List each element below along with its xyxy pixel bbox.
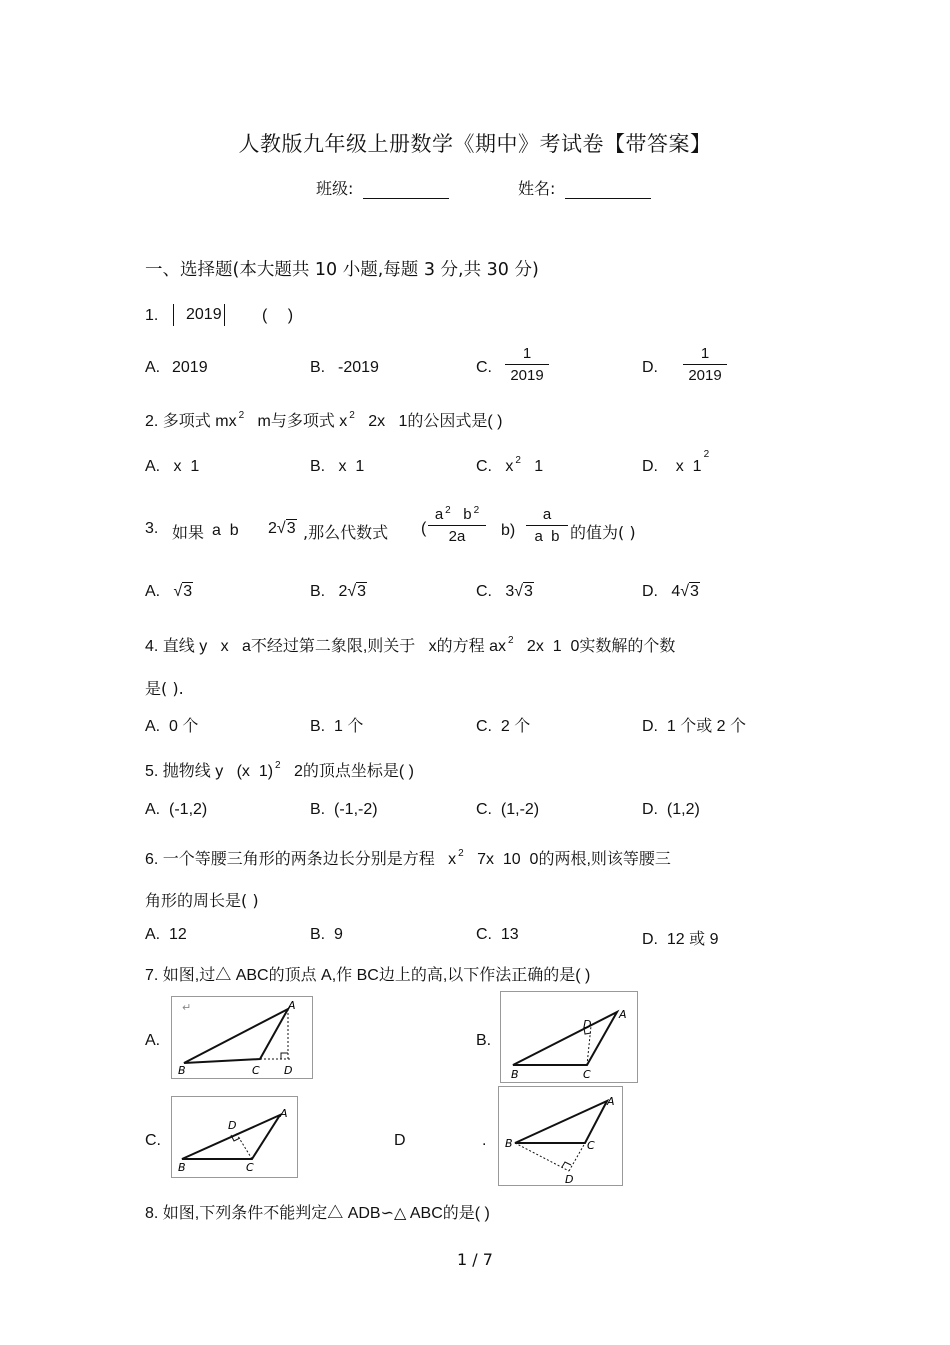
q7-number: 7. (145, 967, 159, 984)
q7-text: 如图,过△ ABC的顶点 A,作 BC边上的高,以下作法正确的是( ) (162, 967, 591, 984)
fraction-bar (505, 364, 549, 365)
q5-eq: y (x 1) (215, 763, 274, 780)
q5-number: 5. (145, 763, 159, 780)
q2-opt-c-one: 1 (534, 458, 544, 475)
fraction-bar (526, 525, 568, 526)
q5-text1: 抛物线 (162, 763, 211, 780)
q2-opt-d-value: x 1 (675, 458, 702, 475)
q2-text2: 与多项式 (270, 413, 335, 430)
page-title: 人教版九年级上册数学《期中》考试卷【带答案】 (238, 132, 712, 156)
triangle-figure-d (499, 1087, 622, 1185)
q7-line (145, 962, 590, 985)
page-number: 1 / 7 (457, 1250, 493, 1269)
q3-opt-b-coef: 2 (338, 583, 348, 600)
q4-line1 (145, 633, 675, 656)
q6-opt-d-value: 12 或 9 (666, 931, 719, 948)
label-d: D (284, 1064, 293, 1077)
q6-opt-c (476, 926, 519, 944)
q4-text1: 直线 (162, 638, 195, 655)
q6-number: 6. (145, 851, 159, 868)
q4-exp: 2 (508, 635, 514, 646)
q3-opt-b (310, 583, 367, 601)
q7-figure-c (171, 1096, 298, 1178)
q2-opt-b (310, 458, 364, 476)
q3-opt-c-radicand: 3 (524, 583, 533, 600)
q4-opt-c-value: 2 个 (500, 718, 531, 735)
q6-line1 (145, 846, 671, 869)
q3-opt-d (642, 583, 700, 601)
q3-opt-a-label: A. (145, 583, 161, 600)
q6-opt-d-label: D. (642, 931, 658, 948)
q3-fraction1 (428, 506, 486, 545)
q3-number: 3. (145, 520, 159, 537)
q5-opt-b-label: B. (310, 801, 326, 818)
q3-b-close: b) (501, 522, 516, 539)
label-b: B (178, 1161, 186, 1174)
q2-opt-b-label: B. (310, 458, 326, 475)
q3-radicand: 3 (286, 520, 296, 537)
fraction-bar (428, 525, 486, 526)
q8-text: 如图,下列条件不能判定△ ADB∽△ ABC的是( ) (162, 1205, 490, 1222)
q6-text1: 一个等腰三角形的两条边长分别是方程 (162, 851, 435, 868)
triangle-figure-c (172, 1097, 297, 1177)
q5-exp: 2 (275, 760, 281, 771)
q3-f2-numerator: a (542, 506, 552, 523)
q4-opt-b (310, 713, 363, 736)
q4-ax: ax (489, 638, 507, 655)
q1-opt-a-label: A. (145, 359, 161, 376)
label-a: A (280, 1107, 288, 1120)
label-c: C (583, 1068, 591, 1081)
q3-text3: 的值为( ) (570, 523, 636, 542)
q6-x: x (448, 851, 457, 868)
q3-f1-numerator (428, 506, 486, 523)
q6-opt-a-value: 12 (169, 926, 187, 943)
q3-f1-exp2: 2 (473, 505, 480, 516)
name-label: 姓名: (518, 179, 556, 198)
q4-opt-a-value: 0 个 (169, 718, 199, 735)
q4-opt-c (476, 713, 530, 736)
q4-rest: 2x 1 0 (526, 638, 580, 655)
q2-opt-a (145, 458, 199, 476)
class-field (316, 176, 449, 199)
q6-exp: 2 (458, 848, 464, 859)
q6-opt-a-label: A. (145, 926, 161, 943)
q5-opt-c-value: (1,-2) (500, 801, 540, 818)
q2-opt-c-label: C. (476, 458, 492, 475)
label-a: A (619, 1008, 627, 1021)
q1-abs-expr: 2019 (173, 304, 225, 326)
q3-rhs (268, 520, 297, 538)
q2-exp2: 2 (349, 410, 355, 421)
q5-opt-d-value: (1,2) (666, 801, 700, 818)
q2-text3: 的公因式是( ) (407, 413, 503, 430)
q7-opt-b-label: B. (476, 1032, 492, 1049)
q6-text2: 的两根,则该等腰三 (538, 851, 671, 868)
q1-number: 1. (145, 307, 159, 324)
label-b: B (511, 1068, 519, 1081)
q3-coef: 2 (268, 520, 277, 537)
name-blank[interactable] (565, 184, 651, 199)
q4-opt-c-label: C. (476, 718, 492, 735)
label-c: C (252, 1064, 260, 1077)
label-b: B (505, 1137, 513, 1150)
q7-figure-d (498, 1086, 623, 1186)
q3-opt-a-radicand: 3 (183, 583, 193, 600)
q2-opt-d-exp: 2 (703, 449, 710, 460)
q1-opt-b-value: -2019 (338, 359, 379, 376)
return-mark: ↵ (182, 1001, 192, 1014)
q3-opt-d-label: D. (642, 583, 658, 600)
q5-opt-a-label: A. (145, 801, 161, 818)
q3-opt-d-sqrt: √3 (680, 583, 699, 600)
q5-opt-b-value: (-1,-2) (334, 801, 378, 818)
q4-opt-d (642, 713, 746, 736)
q4-line-eq: y x a (199, 638, 251, 655)
q5-two: 2 (293, 763, 303, 780)
q1-opt-d-fraction (683, 345, 727, 384)
q8-line (145, 1200, 490, 1223)
q4-text2: 不经过第二象限,则关于 (250, 638, 416, 655)
q3-f2-denominator: a b (534, 528, 560, 545)
q5-line (145, 758, 414, 781)
q3-opt-b-label: B. (310, 583, 326, 600)
label-c: C (587, 1139, 595, 1152)
q3-opt-b-sqrt: √3 (347, 583, 367, 600)
label-d: D (583, 1018, 592, 1031)
q5-opt-d (642, 801, 700, 819)
label-d: D (565, 1173, 574, 1185)
q2-opt-a-value: x 1 (173, 458, 200, 475)
q2-opt-a-label: A. (145, 458, 161, 475)
class-label: 班级: (316, 179, 354, 198)
q1-opt-c-fraction (505, 345, 549, 384)
q3-text2: ,那么代数式 (303, 523, 389, 542)
label-a: A (607, 1095, 615, 1108)
q3-a-b: a b (212, 522, 239, 539)
q5-text2: 的顶点坐标是( ) (302, 763, 414, 780)
q1-opt-d-denominator: 2019 (688, 367, 722, 384)
q3-opt-c (476, 583, 534, 601)
q5-opt-d-label: D. (642, 801, 658, 818)
q1-opt-d-numerator: 1 (700, 345, 710, 362)
q7-figure-b (500, 991, 638, 1083)
q2-mx: mx (215, 413, 237, 430)
q1-opt-c-label: C. (476, 359, 492, 376)
q3-opt-d-radicand: 3 (690, 583, 699, 600)
q7-opt-d-label: D (394, 1132, 406, 1149)
q6-opt-b-value: 9 (334, 926, 343, 943)
q6-opt-c-label: C. (476, 926, 492, 943)
q1-opt-c-denominator: 2019 (510, 367, 544, 384)
q5-opt-c-label: C. (476, 801, 492, 818)
q3-opt-c-label: C. (476, 583, 492, 600)
q3-text1: 如果 (172, 523, 205, 542)
q3-f1-denominator: 2a (448, 528, 466, 545)
q2-x: x (339, 413, 348, 430)
q7-opt-c-label: C. (145, 1132, 161, 1149)
q3-opt-c-sqrt: √3 (514, 583, 533, 600)
q6-opt-c-value: 13 (500, 926, 519, 943)
label-c: C (246, 1161, 254, 1174)
q3-f1-exp1: 2 (445, 505, 451, 516)
q3-opt-c-coef: 3 (505, 583, 515, 600)
name-field (518, 176, 651, 199)
q4-opt-b-label: B. (310, 718, 326, 735)
label-a: A (288, 999, 296, 1012)
q8-number: 8. (145, 1205, 159, 1222)
q1-opt-a-value: 2019 (172, 359, 208, 376)
q2-opt-c-exp: 2 (515, 455, 521, 466)
q3-paren-open: ( (421, 520, 427, 537)
q4-opt-a (145, 713, 198, 736)
q2-opt-d-label: D. (642, 458, 658, 475)
q7-opt-a-label: A. (145, 1032, 161, 1049)
q2-2x: 2x (368, 413, 386, 430)
q5-opt-b (310, 801, 378, 819)
q2-one: 1 (398, 413, 408, 430)
q3-f1-b: b (463, 506, 472, 523)
q5-opt-a-value: (-1,2) (169, 801, 208, 818)
q2-opt-b-value: x 1 (338, 458, 365, 475)
q6-opt-b-label: B. (310, 926, 326, 943)
q4-opt-d-value: 1 个或 2 个 (666, 718, 747, 735)
q2-opt-c (476, 455, 544, 476)
triangle-figure-a (172, 997, 312, 1078)
q7-opt-d-dot: . (482, 1132, 487, 1149)
q2-text1: 多项式 (162, 413, 211, 430)
q3-opt-d-coef: 4 (671, 583, 681, 600)
q6-line2: 角形的周长是( ) (145, 891, 259, 910)
q5-opt-c (476, 801, 539, 819)
q3-sqrt: √3 (276, 520, 296, 537)
q2-opt-c-x: x (505, 458, 514, 475)
q6-opt-d (642, 926, 718, 949)
q3-opt-a-sqrt: √3 (173, 583, 193, 600)
q1-opt-c-numerator: 1 (522, 345, 532, 362)
q3-opt-a (145, 583, 193, 601)
q6-opt-b (310, 926, 343, 944)
q1-opt-b-label: B. (310, 359, 326, 376)
q6-opt-a (145, 926, 187, 944)
q4-line2: 是( ). (145, 679, 184, 698)
q4-opt-b-value: 1 个 (334, 718, 364, 735)
q4-opt-a-label: A. (145, 718, 161, 735)
q5-opt-a (145, 801, 207, 819)
q4-text3: 的方程 (436, 638, 485, 655)
q4-number: 4. (145, 638, 159, 655)
class-blank[interactable] (363, 184, 449, 199)
q4-x: x (428, 638, 437, 655)
q3-opt-b-radicand: 3 (357, 583, 367, 600)
q6-rest: 7x 10 0 (477, 851, 539, 868)
q7-figure-a (171, 996, 313, 1079)
q2-line (145, 408, 502, 431)
q2-exp1: 2 (238, 410, 245, 421)
q4-opt-d-label: D. (642, 718, 658, 735)
q2-opt-d (642, 449, 710, 476)
q2-m: m (257, 413, 271, 430)
q1-paren: ( ) (262, 307, 294, 324)
section-heading: 一、选择题(本大题共 10 小题,每题 3 分,共 30 分) (145, 260, 539, 280)
label-d: D (228, 1119, 237, 1132)
triangle-figure-b (501, 992, 637, 1082)
label-b: B (178, 1064, 186, 1077)
q2-number: 2. (145, 413, 159, 430)
q4-text4: 实数解的个数 (579, 638, 676, 655)
q3-fraction2 (526, 506, 568, 545)
q1-opt-d-label: D. (642, 359, 658, 376)
fraction-bar (683, 364, 727, 365)
q3-f1-a: a (434, 506, 444, 523)
